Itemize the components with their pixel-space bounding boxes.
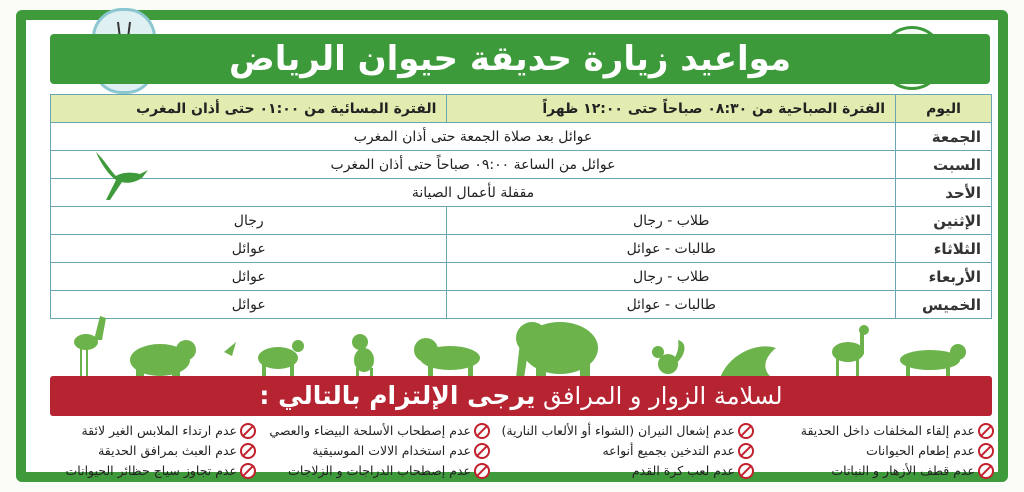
schedule-cell: عوائل بعد صلاة الجمعة حتى أذان المغرب xyxy=(51,123,896,151)
prohibited-icon xyxy=(738,443,754,459)
rule-item xyxy=(602,440,754,462)
prohibited-icon xyxy=(738,463,754,479)
elephant-icon xyxy=(516,322,598,378)
rule-text: عدم العبث بمرافق الحديقة xyxy=(98,443,237,458)
day-label: الخميس xyxy=(896,291,992,319)
seal-icon xyxy=(720,346,776,378)
rule-item xyxy=(502,420,754,442)
table-row xyxy=(51,123,992,151)
rule-text: عدم لعب كرة القدم xyxy=(631,463,735,478)
flamingo-icon xyxy=(74,316,106,378)
banner-text: لسلامة الزوار و المرافق xyxy=(543,382,783,410)
prohibited-icon xyxy=(240,423,256,439)
rules-list xyxy=(38,416,1004,482)
prohibited-icon xyxy=(978,443,994,459)
table-row xyxy=(51,263,992,291)
lion-icon xyxy=(414,338,480,378)
leopard-icon xyxy=(900,344,966,378)
rule-text: عدم إشعال النيران (الشواء أو الألعاب النارية) xyxy=(501,423,735,438)
animal-silhouettes xyxy=(60,312,980,378)
rule-text: عدم استخدام الالات الموسيقية xyxy=(312,443,471,458)
evening-cell: عوائل xyxy=(51,235,447,263)
header-evening: الفترة المسائية من ٠١:٠٠ حتى أذان المغرب xyxy=(51,95,447,123)
rule-item xyxy=(81,420,256,442)
rule-text: عدم إصطحاب الأسلحة البيضاء والعصي xyxy=(269,423,471,438)
rule-text: عدم إطعام الحيوانات xyxy=(866,443,975,458)
rule-text: عدم قطف الأزهار و النباتات xyxy=(831,463,975,478)
rule-item xyxy=(288,460,490,482)
day-label: الإثنين xyxy=(896,207,992,235)
table-row xyxy=(51,179,992,207)
morning-cell: طالبات - عوائل xyxy=(447,291,896,319)
prohibited-icon xyxy=(978,463,994,479)
page-title: مواعيد زيارة حديقة حيوان الرياض xyxy=(228,39,792,79)
rule-item xyxy=(831,460,994,482)
rule-item xyxy=(66,460,256,482)
bear-icon xyxy=(130,340,196,378)
header-morning: الفترة الصباحية من ٠٨:٣٠ صباحاً حتى ١٢:٠٠ ظهراً xyxy=(447,95,896,123)
table-header-row xyxy=(51,95,992,123)
table-row xyxy=(51,207,992,235)
schedule-table xyxy=(50,94,992,319)
table-row xyxy=(51,235,992,263)
day-label: الجمعة xyxy=(896,123,992,151)
bird-icon xyxy=(92,148,150,206)
rule-text: عدم تجاوز سياج حظائر الحيوانات xyxy=(65,463,237,478)
rule-text: عدم التدخين بجميع أنواعه xyxy=(602,443,735,458)
rule-item xyxy=(269,420,490,442)
rule-text: عدم ارتداء الملابس الغير لائقة xyxy=(81,423,237,438)
rule-item xyxy=(98,440,256,462)
table-row xyxy=(51,151,992,179)
rule-item xyxy=(866,440,994,462)
rule-text: عدم إلقاء المخلفات داخل الحديقة xyxy=(800,423,975,438)
schedule-cell: عوائل من الساعة ٠٩:٠٠ صباحاً حتى أذان المغرب xyxy=(51,151,896,179)
safety-banner xyxy=(50,376,992,416)
squirrel-icon xyxy=(652,340,685,374)
prohibited-icon xyxy=(240,443,256,459)
header-day: اليوم xyxy=(896,95,992,123)
prohibited-icon xyxy=(474,463,490,479)
deer-icon xyxy=(832,325,869,378)
morning-cell: طلاب - رجال xyxy=(447,263,896,291)
morning-cell: طالبات - عوائل xyxy=(447,235,896,263)
prohibited-icon xyxy=(474,443,490,459)
bird-small-icon xyxy=(224,342,236,356)
prohibited-icon xyxy=(240,463,256,479)
morning-cell: طلاب - رجال xyxy=(447,207,896,235)
rule-text: عدم إصطحاب الدراجات و الزلاجات xyxy=(288,463,471,478)
goat-icon xyxy=(258,340,304,378)
rule-item xyxy=(801,420,994,442)
banner-bold-text: يرجى الإلتزام بالتالي : xyxy=(259,381,536,410)
rule-item xyxy=(312,440,490,462)
evening-cell: رجال xyxy=(51,207,447,235)
prohibited-icon xyxy=(474,423,490,439)
rule-item xyxy=(632,460,754,482)
monkey-icon xyxy=(352,334,374,378)
day-label: الأربعاء xyxy=(896,263,992,291)
day-label: الأحد xyxy=(896,179,992,207)
closed-notice: مقفلة لأعمال الصيانة xyxy=(51,179,896,207)
evening-cell: عوائل xyxy=(51,263,447,291)
prohibited-icon xyxy=(978,423,994,439)
day-label: الثلاثاء xyxy=(896,235,992,263)
day-label: السبت xyxy=(896,151,992,179)
evening-cell: عوائل xyxy=(51,291,447,319)
prohibited-icon xyxy=(738,423,754,439)
